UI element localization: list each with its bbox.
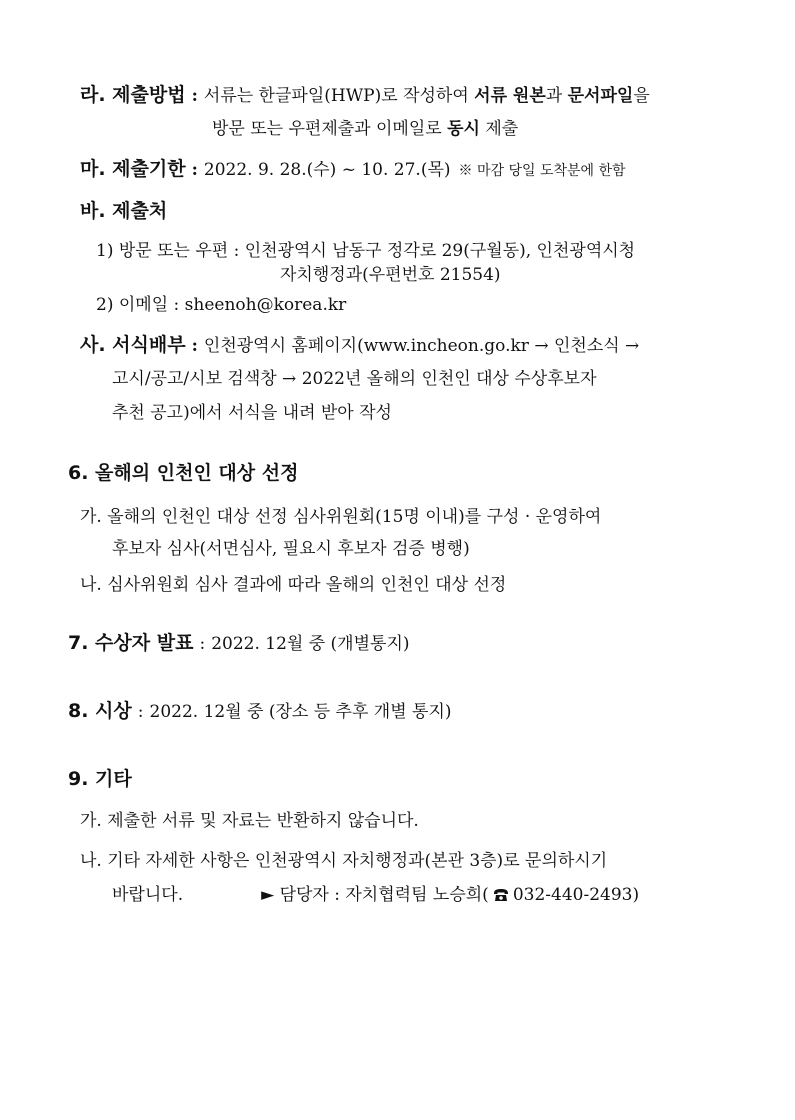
deadline-dates: 2022. 9. 28.(수) ~ 10. 27.(목) (203, 160, 451, 180)
submission-place-item1: 1) 방문 또는 우편 : 인천광역시 남동구 정각로 29(구월동), 인천광역시청 (96, 241, 636, 261)
mailing-address: 인천광역시 남동구 정각로 29(구월동), 인천광역시청 (244, 241, 636, 261)
submission-method-line1: 라. 제출방법 : 서류는 한글파일(HWP)로 작성하여 서류 원본과 문서파일을 (80, 84, 650, 106)
form-distribution-line2: 고시/공고/시보 검색창 → 2022년 올해의 인천인 대상 수상후보자 (112, 369, 597, 389)
section-8-heading: 8. 시상 (68, 700, 132, 722)
phone-icon (493, 885, 509, 909)
form-distribution-line3: 추천 공고)에서 서식을 내려 받아 작성 (112, 403, 392, 423)
contact-person: 담당자 : 자치협력팀 노승희 (279, 885, 483, 905)
submission-deadline-label: 마. 제출기한 (80, 158, 186, 180)
section-6-item-na: 나. 심사위원회 심사 결과에 따라 올해의 인천인 대상 선정 (80, 575, 507, 595)
section-9-item-na: 나. 기타 자세한 사항은 인천광역시 자치행정과(본관 3층)로 문의하시기 (80, 851, 608, 871)
section-6-item-ga-cont: 후보자 심사(서면심사, 필요시 후보자 검증 병행) (112, 539, 470, 559)
form-distribution-label: 사. 서식배부 (80, 334, 186, 356)
section-8: 8. 시상 : 2022. 12월 중 (장소 등 추후 개별 통지) (68, 700, 452, 722)
section-9-heading: 9. 기타 (68, 768, 132, 790)
section-9-item-na-cont: 바랍니다. ► 담당자 : 자치협력팀 노승희( 032-440-2493) (112, 883, 639, 909)
submission-place-item2: 2) 이메일 : sheenoh@korea.kr (96, 295, 347, 315)
section-7: 7. 수상자 발표 : 2022. 12월 중 (개별통지) (68, 632, 410, 654)
submission-place-heading (80, 199, 167, 224)
section-7-heading: 7. 수상자 발표 (68, 632, 194, 654)
form-distribution-line1: 사. 서식배부 : 인천광역시 홈페이지(www.incheon.go.kr → 인천소식 → (80, 334, 640, 356)
submission-place-item1-cont: 자치행정과(우편번호 21554) (280, 265, 501, 285)
section-9-item-ga: 가. 제출한 서류 및 자료는 반환하지 않습니다. (80, 811, 419, 831)
simultaneous-emphasis: 동시 (447, 119, 480, 139)
pointer-marker: ► (261, 885, 275, 905)
deadline-note: ※ 마감 당일 도착분에 한함 (458, 163, 626, 179)
submission-deadline: 마. 제출기한 : 2022. 9. 28.(수) ~ 10. 27.(목) ※ 마감 당일 도착분에 한함 (80, 158, 626, 180)
document-file-emphasis: 문서파일 (567, 86, 634, 106)
submission-method-label: 라. 제출방법 (80, 84, 186, 106)
original-documents-emphasis: 서류 원본 (474, 86, 546, 106)
section-6-heading: 6. 올해의 인천인 대상 선정 (68, 462, 299, 484)
submission-place-label: 바. 제출처 (80, 200, 168, 222)
phone-number: 032-440-2493) (512, 885, 640, 905)
section-6-item-ga: 가. 올해의 인천인 대상 선정 심사위원회(15명 이내)를 구성 · 운영하여 (80, 507, 602, 527)
submission-method-line2: 방문 또는 우편제출과 이메일로 동시 제출 (212, 119, 519, 139)
email-address: sheenoh@korea.kr (184, 295, 347, 315)
